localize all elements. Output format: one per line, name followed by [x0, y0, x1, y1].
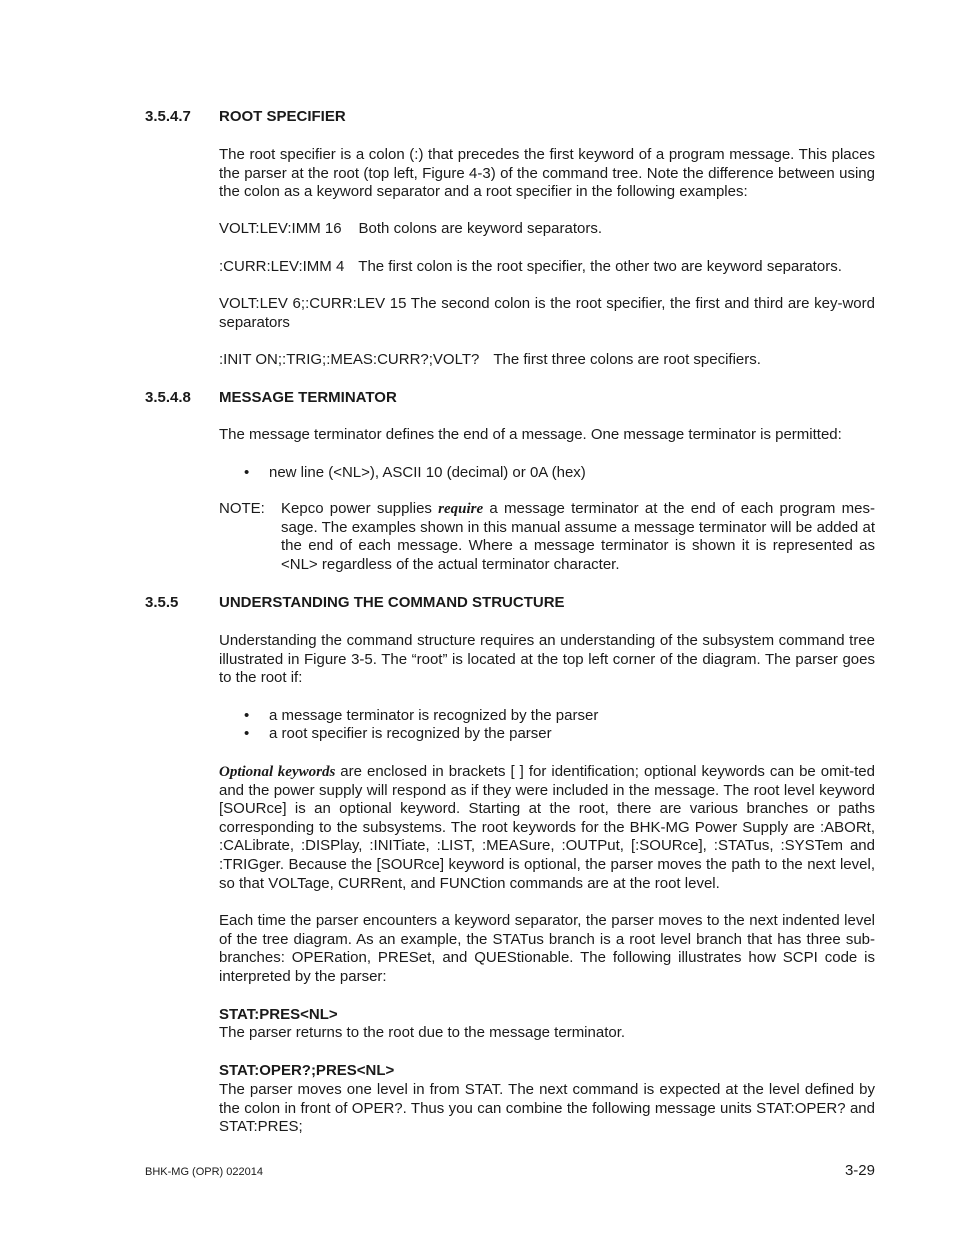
example-1 [219, 220, 602, 239]
paragraph-text: are enclosed in brackets [ ] for identification; optional keywords can be omit-ted and the power supply will respond as if they were included in the message. The root level keyword [SOURce] is an optional keyword. Starting at the root, there are various branches or paths corresponding to the subsystems. The root keywords for the BHK-MG Power Supply are :ABORt, :CALibrate, :DISPlay, :INITiate, :LIST, :MEASure, :OUTPut, [:SOURce], :STATus, :SYSTem and :TRIGger. Because the [SOURce] keyword is optional, the parser moves the path to the next level, so that VOLTage, CURRent, and FUNCtion commands are at the root level. [219, 763, 875, 892]
example-command: VOLT:LEV:IMM 16 [219, 220, 342, 237]
example-command-description: The parser moves one level in from STAT. The next command is expected at the level defined by the colon in front of OPER?. Thus you can combine the following message units STAT:OPER? and STAT:PRES; [219, 1081, 875, 1136]
command-structure-intro: Understanding the command structure requires an understanding of the subsystem command tree illustrated in Figure 3-5. The “root” is located at the top left corner of the diagram. The parser goes to the root if: [219, 632, 875, 687]
bullet-marker: • [244, 707, 250, 724]
note-text-part: Kepco power supplies [281, 500, 439, 517]
root-specifier-intro: The root specifier is a colon (:) that precedes the first keyword of a program message. This places the parser at the root (top left, Figure 4-3) of the command tree. Note the difference between using the colon as a keyword separator and a root specifier in the following examples: [219, 146, 875, 201]
optional-keywords-emphasis: Optional keywords [219, 764, 336, 780]
example-description: Both colons are keyword separators. [358, 220, 603, 237]
bullet-marker: • [244, 464, 250, 481]
example-command-heading: STAT:PRES<NL> [219, 1006, 338, 1023]
document-id: BHK-MG (OPR) 022014 [145, 1166, 263, 1178]
example-3: VOLT:LEV 6;:CURR:LEV 15 The second colon is the root specifier, the first and third are key-word separators [219, 295, 875, 331]
message-terminator-intro: The message terminator defines the end of a message. One message terminator is permitted: [219, 426, 842, 443]
example-4 [219, 351, 761, 370]
page-number: 3-29 [844, 1162, 875, 1179]
section-number: 3.5.4.8 [145, 389, 191, 406]
list-item: new line (<NL>), ASCII 10 (decimal) or 0A (hex) [269, 464, 586, 481]
example-command: :CURR:LEV:IMM 4 [219, 258, 345, 275]
example-command-heading: STAT:OPER?;PRES<NL> [219, 1062, 395, 1079]
section-number: 3.5.4.7 [145, 108, 191, 125]
keyword-separator-paragraph: Each time the parser encounters a keyword separator, the parser moves to the next indented level of the tree diagram. As an example, the STATus branch is a root level branch that has three sub-branches: OPERation, PRESet, and QUEStionable. The following illustrates how SCPI code is interpreted by the parser: [219, 912, 875, 985]
note-emphasis: require [438, 501, 484, 517]
example-command-description: The parser returns to the root due to the message terminator. [219, 1024, 626, 1041]
optional-keywords-paragraph [219, 763, 875, 893]
note-label: NOTE: [219, 500, 265, 517]
bullet-marker: • [244, 725, 250, 742]
example-description: The first colon is the root specifier, the other two are keyword separators. [358, 258, 842, 275]
note-text-part: a message terminator at the end of each program mes-sage. The examples shown in this manual assume a message terminator will be added at the end of each message. Where a message terminator is shown it is represented as <NL> regardless of the actual terminator character. [281, 500, 875, 573]
example-command: :INIT ON;:TRIG;:MEAS:CURR?;VOLT? [219, 351, 480, 368]
list-item: a message terminator is recognized by the parser [269, 707, 599, 724]
section-title: UNDERSTANDING THE COMMAND STRUCTURE [219, 594, 565, 611]
section-title: ROOT SPECIFIER [219, 108, 346, 125]
list-item: a root specifier is recognized by the parser [269, 725, 552, 742]
example-2 [219, 258, 842, 277]
note-text [281, 500, 875, 574]
section-number: 3.5.5 [145, 594, 179, 611]
example-description: The first three colons are root specifiers. [493, 351, 761, 368]
section-title: MESSAGE TERMINATOR [219, 389, 397, 406]
